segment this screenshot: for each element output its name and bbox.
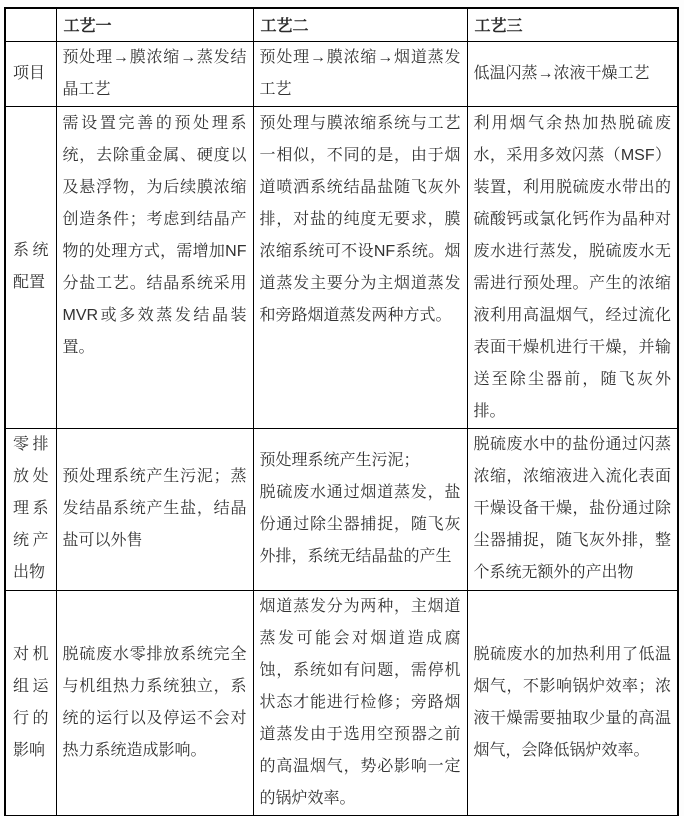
header-cell-process-1: 工艺一 [56,8,253,41]
cell-project-process-3: 低温闪蒸→浓液干燥工艺 [467,41,678,106]
row-label-zero-discharge-output: 零排放处理系统产出物 [5,428,56,590]
table-row-zero-discharge-output [5,428,678,590]
table-row-unit-operation-impact [5,590,678,816]
cell-project-process-1: 预处理→膜浓缩→蒸发结晶工艺 [56,41,253,106]
cell-output-process-1: 预处理系统产生污泥；蒸发结晶系统产生盐，结晶盐可以外售 [56,428,253,590]
header-cell-process-3: 工艺三 [467,8,678,41]
header-row [5,8,678,41]
cell-impact-process-3: 脱硫废水的加热利用了低温烟气，不影响锅炉效率；浓液干燥需要抽取少量的高温烟气，会降低锅炉效率。 [467,590,678,816]
header-cell-empty [5,8,56,41]
output-process-2-paragraph-1: 预处理系统产生污泥； [259,452,420,469]
row-label-system-config: 系统配置 [5,106,56,428]
cell-system-config-process-2: 预处理与膜浓缩系统与工艺一相似，不同的是，由于烟道喷洒系统结晶盐随飞灰外排，对盐的纯度无要求，膜浓缩系统可不设NF系统。烟道蒸发主要分为主烟道蒸发和旁路烟道蒸发两种方式。 [253,106,467,428]
table-row-system-config [5,106,678,428]
table-row-project [5,41,678,106]
cell-project-process-2: 预处理→膜浓缩→烟道蒸发工艺 [253,41,467,106]
cell-output-process-2 [253,428,467,590]
cell-impact-process-2: 烟道蒸发分为两种，主烟道蒸发可能会对烟道造成腐蚀，系统如有问题，需停机状态才能进行检修；旁路烟道蒸发由于选用空预器之前的高温烟气，势必影响一定的锅炉效率。 [253,590,467,816]
row-label-unit-operation-impact: 对机组运行的影响 [5,590,56,816]
header-cell-process-2: 工艺二 [253,8,467,41]
cell-output-process-3: 脱硫废水中的盐份通过闪蒸浓缩，浓缩液进入流化表面干燥设备干燥，盐份通过除尘器捕捉，随飞灰外排，整个系统无额外的产出物 [467,428,678,590]
cell-impact-process-1: 脱硫废水零排放系统完全与机组热力系统独立，系统的运行以及停运不会对热力系统造成影响。 [56,590,253,816]
output-process-2-paragraph-2: 脱硫废水通过烟道蒸发，盐份通过除尘器捕捉，随飞灰外排，系统无结晶盐的产生 [259,484,461,565]
row-label-project: 项目 [5,41,56,106]
process-comparison-table [4,7,679,816]
cell-system-config-process-3: 利用烟气余热加热脱硫废水，采用多效闪蒸（MSF）装置，利用脱硫废水带出的硫酸钙或氯化钙作为晶种对废水进行蒸发，脱硫废水无需进行预处理。产生的浓缩液利用高温烟气，经过流化表面干燥机进行干燥，并输送至除尘器前，随飞灰外排。 [467,106,678,428]
cell-system-config-process-1: 需设置完善的预处理系统，去除重金属、硬度以及悬浮物，为后续膜浓缩创造条件；考虑到结晶产物的处理方式，需增加NF分盐工艺。结晶系统采用MVR或多效蒸发结晶装置。 [56,106,253,428]
